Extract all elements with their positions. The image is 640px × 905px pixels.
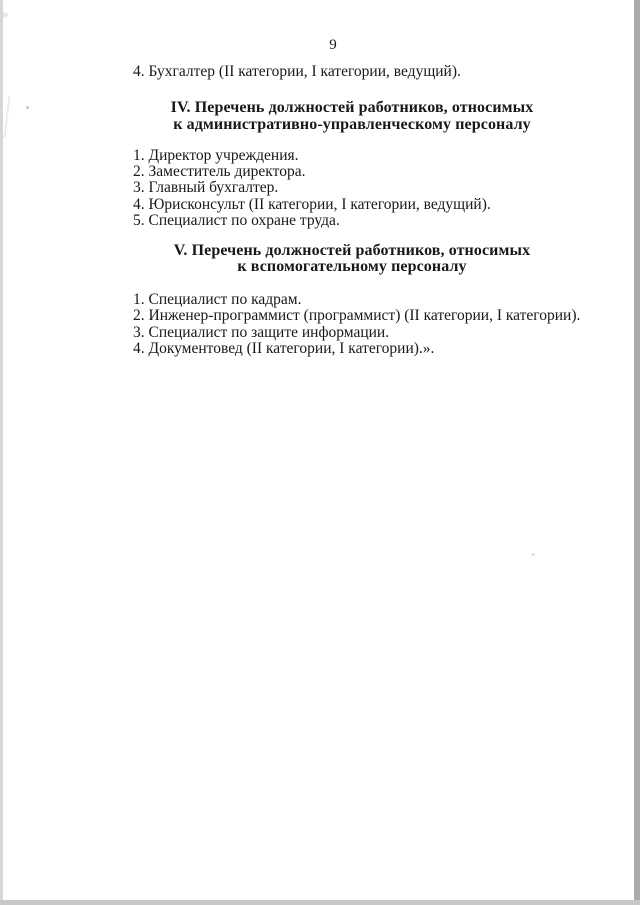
scan-speck-artifact: [531, 553, 535, 556]
document-content: [133, 63, 581, 358]
section-heading-v: [133, 243, 571, 276]
list-item: 5. Специалист по охране труда.: [133, 212, 340, 230]
scan-speck-artifact: [26, 106, 29, 109]
heading-line: к вспомогательному персоналу: [237, 258, 467, 276]
section-iv-list: [133, 148, 571, 230]
scan-scratch-artifact: [3, 96, 10, 138]
section-v-list: [133, 290, 581, 358]
list-item: 4. Юрисконсульт (II категории, I категории, ведущий).: [133, 195, 491, 213]
list-item: 2. Заместитель директора.: [133, 163, 306, 180]
list-item: 1. Специалист по кадрам.: [133, 290, 302, 308]
list-item: 2. Инженер-программист (программист) (II категории, I категории).: [133, 307, 581, 325]
heading-line: к административно-управленческому персоналу: [173, 116, 531, 133]
heading-line: IV. Перечень должностей работников, относимых: [170, 99, 534, 117]
list-item: 3. Специалист по защите информации.: [133, 323, 390, 341]
list-item: 4. Документовед (II категории, I категории).».: [133, 340, 435, 358]
scan-edge-left: [0, 0, 3, 905]
scan-edge-right: [634, 0, 640, 905]
list-item: 3. Главный бухгалтер.: [133, 179, 279, 197]
section-heading-iv: [133, 100, 571, 133]
carryover-list-item: 4. Бухгалтер (II категории, I категории, ведущий).: [133, 63, 461, 80]
page-number: 9: [329, 37, 337, 53]
list-item: 1. Директор учреждения.: [133, 146, 299, 164]
scan-edge-bottom: [0, 900, 640, 905]
heading-line: V. Перечень должностей работников, относимых: [173, 241, 531, 259]
